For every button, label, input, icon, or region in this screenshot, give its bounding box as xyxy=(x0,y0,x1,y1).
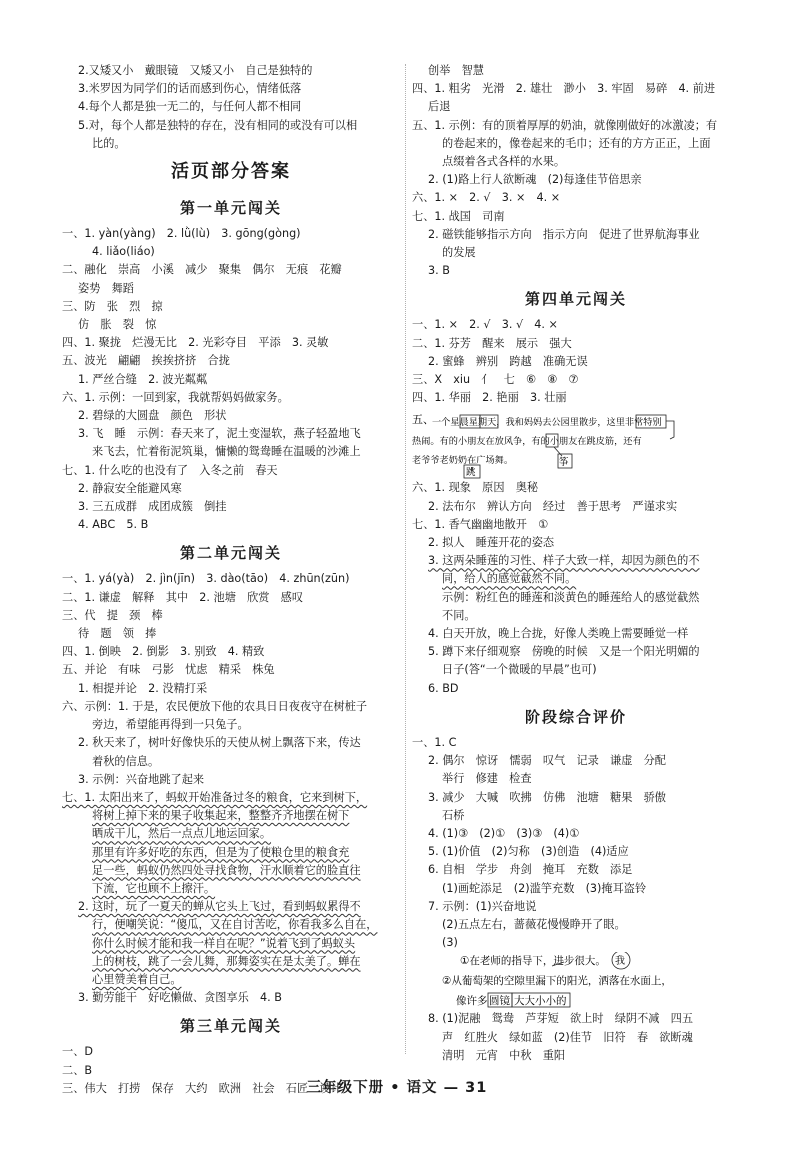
answer-line: 五、并论 有味 弓影 忧虑 精采 株兔 xyxy=(62,663,275,677)
answer-line: 8. (1)泥融 鸳鸯 芦芽短 欲上时 绿阴不减 四五 xyxy=(428,1012,694,1026)
answer-line: 行，便嘲笑说：“傻瓜，又在自讨苦吃，你看我多么自在， xyxy=(92,918,378,932)
right-bottom-block xyxy=(412,1010,740,1065)
answer-line: 5. (1)价值 (2)匀称 (3)创造 (4)适应 xyxy=(428,845,629,859)
answer-line: 二、融化 崇高 小溪 减少 聚集 偶尔 无痕 花瓣 xyxy=(62,263,342,277)
unit-heading: 第三单元闯关 xyxy=(179,1017,282,1036)
q7-box-1-text: 圆镜 xyxy=(489,995,510,1008)
answer-line: 姿势 舞蹈 xyxy=(78,281,134,295)
answer-line: 一、D xyxy=(62,1045,93,1059)
answer-line: 二、B xyxy=(62,1063,93,1077)
answer-line: 2. 法布尔 辨认方向 经过 善于思考 严谨求实 xyxy=(428,499,678,513)
correction-line-1: 一个星晨星期天，我和妈妈去公园里散步，这里非常特别 xyxy=(432,417,662,429)
answer-line: 示例：粉红色的睡莲和淡黄色的睡莲给人的感觉截然 xyxy=(442,590,700,604)
answer-line: 二、1. 芬芳 醒来 展示 强大 xyxy=(412,336,572,350)
answer-line: 石桥 xyxy=(442,808,465,822)
unit-heading: 第四单元闯关 xyxy=(524,290,627,309)
answer-line: 创举 智慧 xyxy=(428,64,484,77)
answer-line: 2. 蜜蜂 辨别 跨越 准确无误 xyxy=(428,354,588,368)
answer-line: 的发展 xyxy=(442,246,476,260)
answer-line: 比的。 xyxy=(92,136,126,150)
answer-line: 一、1. C xyxy=(412,735,457,749)
correction-line-2: 热闹。有的小朋友在放风争，有的小朋友在跳皮筋，还有 xyxy=(412,436,642,448)
answer-line: 后退 xyxy=(428,100,451,114)
answer-line: 3. 飞 睡 示例：春天来了，泥土变湿软，燕子轻盈地飞 xyxy=(78,427,361,441)
answer-line: 那里有许多好吃的东西，但是为了使粮仓里的粮食充 xyxy=(92,845,350,859)
fix-text-2: 跳 xyxy=(466,467,476,479)
answer-line: 1. 严丝合缝 2. 波光粼粼 xyxy=(78,372,208,386)
answer-line: 6. BD xyxy=(428,681,459,695)
answer-line: 将树上掉下来的果子收集起来，整整齐齐地摆在树下 xyxy=(92,809,350,823)
answer-line: 1. 相提并论 2. 没精打采 xyxy=(78,681,208,695)
answer-line: 五、1. 示例：有的顶着厚厚的奶油，就像刚做好的冰激凌；有 xyxy=(412,118,718,132)
answer-line: 2. 偶尔 惊讶 懦弱 叹气 记录 谦虚 分配 xyxy=(428,754,666,768)
answer-line: 2. 静寂安全能避风寒 xyxy=(78,481,182,495)
right-mid-block xyxy=(412,479,740,952)
answer-line: 七、1. 太阳出来了，蚂蚁开始准备过冬的粮食，它来到树下， xyxy=(62,790,368,804)
answer-line: 3.米罗因为同学们的话而感到伤心，情绪低落 xyxy=(78,82,302,96)
answer-line: 声 红胜火 绿如蓝 (2)佳节 旧符 春 欲断魂 xyxy=(442,1030,693,1044)
answer-line: 2. 碧绿的大圆盘 颜色 形状 xyxy=(78,409,227,423)
answer-line: 2.又矮又小 戴眼镜 又矮又小 自己是独特的 xyxy=(78,64,313,77)
q7-box-2-text: 大大小小的 xyxy=(514,995,567,1008)
answer-line: 来飞去，忙着衔泥筑巢，慵懒的鸳鸯睡在温暖的沙滩上 xyxy=(92,445,361,459)
answer-line: 举行 修建 检查 xyxy=(442,772,532,786)
answer-line: 旁边，希望能再得到一只兔子。 xyxy=(92,718,249,732)
q7-insert-word: 我 xyxy=(615,956,625,968)
answer-line: 仿 胀 裂 惊 xyxy=(78,318,157,332)
answer-line: 四、1. 聚拢 烂漫无比 2. 光彩夺目 平添 3. 灵敏 xyxy=(62,336,329,350)
unit-heading: 阶段综合评价 xyxy=(524,707,627,726)
answer-line: 三、代 提 颈 棒 xyxy=(62,608,163,622)
answer-line: 四、1. 粗劣 光滑 2. 雄壮 渺小 3. 牢固 易碎 4. 前进 xyxy=(412,82,716,96)
q7-sentence-2: ②从葡萄架的空隙里漏下的阳光，洒落在水面上， xyxy=(442,975,672,988)
q7-sentence-3-prefix: 像许多 xyxy=(456,995,488,1008)
answer-line: 四、1. 倒映 2. 倒影 3. 别致 4. 精致 xyxy=(62,645,265,659)
answer-line: 2. 磁铁能够指示方向 指示方向 促进了世界航海事业 xyxy=(428,227,700,241)
answer-line: 五、波光 翩翩 挨挨挤挤 合拢 xyxy=(62,354,230,368)
q7-sentence-1: ①在老师的指导下，进步很大。 xyxy=(460,955,606,968)
answer-line: 4. 白天开放，晚上合拢，好像人类晚上需要睡觉一样 xyxy=(428,627,689,641)
question-7-figure xyxy=(412,952,740,1010)
answer-line: (1)画蛇添足 (2)滥竽充数 (3)掩耳盗铃 xyxy=(442,881,647,895)
answer-line: 足一些，蚂蚁仍然四处寻找食物，汗水顺着它的脸直往 xyxy=(92,863,361,877)
left-column xyxy=(62,62,400,1098)
sentence-edit-figure xyxy=(412,952,740,1010)
fix-text-1: 筝 xyxy=(559,457,569,469)
answer-line: 四、1. 华丽 2. 艳丽 3. 壮丽 xyxy=(412,391,567,405)
answer-line: 5.对，每个人都是独特的存在，没有相同的或没有可以相 xyxy=(78,118,358,132)
answer-line: (3) xyxy=(442,936,458,950)
answer-line: 六、1. × 2. √ 3. × 4. × xyxy=(412,191,561,205)
answer-line: 3. 三五成群 成团成簇 倒挂 xyxy=(78,500,227,514)
answer-line: 4. (1)③ (2)① (3)③ (4)① xyxy=(428,826,580,840)
column-divider xyxy=(405,64,406,1054)
answer-line: 3. 勤劳能干 好吃懒做、贪图享乐 4. B xyxy=(78,991,282,1005)
answer-line: 2. 拟人 睡莲开花的姿态 xyxy=(428,536,555,550)
answer-line: 2. 秋天来了，树叶好像快乐的天使从树上飘落下来，传达 xyxy=(78,736,361,750)
answer-line: 六、1. 现象 原因 奥秘 xyxy=(412,481,539,495)
answer-line: 4. ABC 5. B xyxy=(78,518,149,532)
answer-line: 下流，它也顾不上擦汗。 xyxy=(92,881,216,895)
answer-line: 七、1. 香气幽幽地散开 ① xyxy=(412,517,549,531)
answer-line: 三、X xiu 亻 七 ⑥ ⑧ ⑦ xyxy=(412,373,579,387)
answer-line: 三、伟大 打捞 保存 大约 欧洲 社会 石匠 设计 xyxy=(62,1081,342,1095)
answer-line: 三、防 张 烈 掠 xyxy=(62,299,163,313)
answer-line: 3. 这两朵睡莲的习性、样子大致一样，却因为颜色的不 xyxy=(428,554,700,568)
answer-line: 6. 自相 学步 舟剑 掩耳 充数 添足 xyxy=(428,863,633,877)
answer-line: 2. (1)路上行人欲断魂 (2)每逢佳节倍思亲 xyxy=(428,173,642,187)
right-column xyxy=(412,62,740,1065)
correction-arrow-1 xyxy=(666,421,674,439)
answer-line: 3. B xyxy=(428,264,450,278)
answer-line: 日子(答“一个微暖的早晨”也可) xyxy=(442,663,597,677)
answer-line: 待 题 领 捧 xyxy=(78,627,157,641)
answer-line: 一、1. × 2. √ 3. √ 4. × xyxy=(412,318,558,332)
correction-exercise xyxy=(412,409,740,479)
answer-line: 同，给人的感觉截然不同。 xyxy=(442,572,577,586)
section-title: 活页部分答案 xyxy=(171,161,291,183)
answer-line: 六、示例：1. 于是，农民便放下他的农具日日夜夜守在树桩子 xyxy=(62,699,368,713)
right-top-block xyxy=(412,62,740,407)
answer-line: 一、1. yá(yà) 2. jìn(jīn) 3. dào(tāo) 4. zhūn(zūn) xyxy=(62,572,350,586)
answer-line: 3. 减少 大喊 吹拂 仿佛 池塘 糖果 骄傲 xyxy=(428,790,666,804)
correction-figure xyxy=(412,409,740,479)
correction-line-3: 老爷爷老奶奶在广场舞。 xyxy=(412,455,514,467)
answer-line: 一、1. yàn(yàng) 2. lǜ(lù) 3. gōng(gòng) xyxy=(62,227,301,241)
answer-line: 心里赞美着自己。 xyxy=(92,972,182,986)
answer-line: 不同。 xyxy=(442,608,476,622)
answer-line: 着秋的信息。 xyxy=(92,754,160,768)
answer-line: 清明 元宵 中秋 重阳 xyxy=(442,1048,566,1062)
answer-line: 晒成干儿，然后一点点儿地运回家。 xyxy=(92,827,272,841)
answer-line: 六、1. 示例：一回到家，我就帮妈妈做家务。 xyxy=(62,390,289,404)
answer-line: 4. liǎo(liáo) xyxy=(92,245,155,259)
answer-line: (2)五点左右，蔷薇花慢慢睁开了眼。 xyxy=(442,917,626,931)
unit-heading: 第一单元闯关 xyxy=(179,199,282,218)
answer-line: 2. 这时，玩了一夏天的蝉从它头上飞过，看到蚂蚁累得不 xyxy=(78,900,361,914)
answer-line: 二、1. 谦虚 解释 其中 2. 池塘 欣赏 感叹 xyxy=(62,590,304,604)
answer-line: 七、1. 什么吃的也没有了 入冬之前 春天 xyxy=(62,463,278,477)
answer-line: 七、1. 战国 司南 xyxy=(412,209,505,223)
answer-line: 的卷起来的，像卷起来的毛巾；还有的方方正正，上面 xyxy=(442,136,711,150)
answer-line: 5. 蹲下来仔细观察 傍晚的时候 又是一个阳光明媚的 xyxy=(428,645,700,659)
answer-line: 4.每个人都是独一无二的，与任何人都不相同 xyxy=(78,100,302,114)
answer-line: 7. 示例：(1)兴奋地说 xyxy=(428,899,537,913)
answer-line: 点缀着各式各样的水果。 xyxy=(442,155,566,169)
correction-label: 五、 xyxy=(412,413,434,427)
unit-heading: 第二单元闯关 xyxy=(179,544,282,563)
answer-line: 上的树枝，跳了一会儿舞，那舞姿实在是太美了。蝉在 xyxy=(92,954,361,968)
answer-line: 你什么时候才能和我一样自在呢？”说着飞到了蚂蚁头 xyxy=(92,936,356,950)
answer-line: 3. 示例：兴奋地跳了起来 xyxy=(78,772,205,786)
page-footer: 三年级下册 • 语文 — 31 xyxy=(306,1080,488,1096)
